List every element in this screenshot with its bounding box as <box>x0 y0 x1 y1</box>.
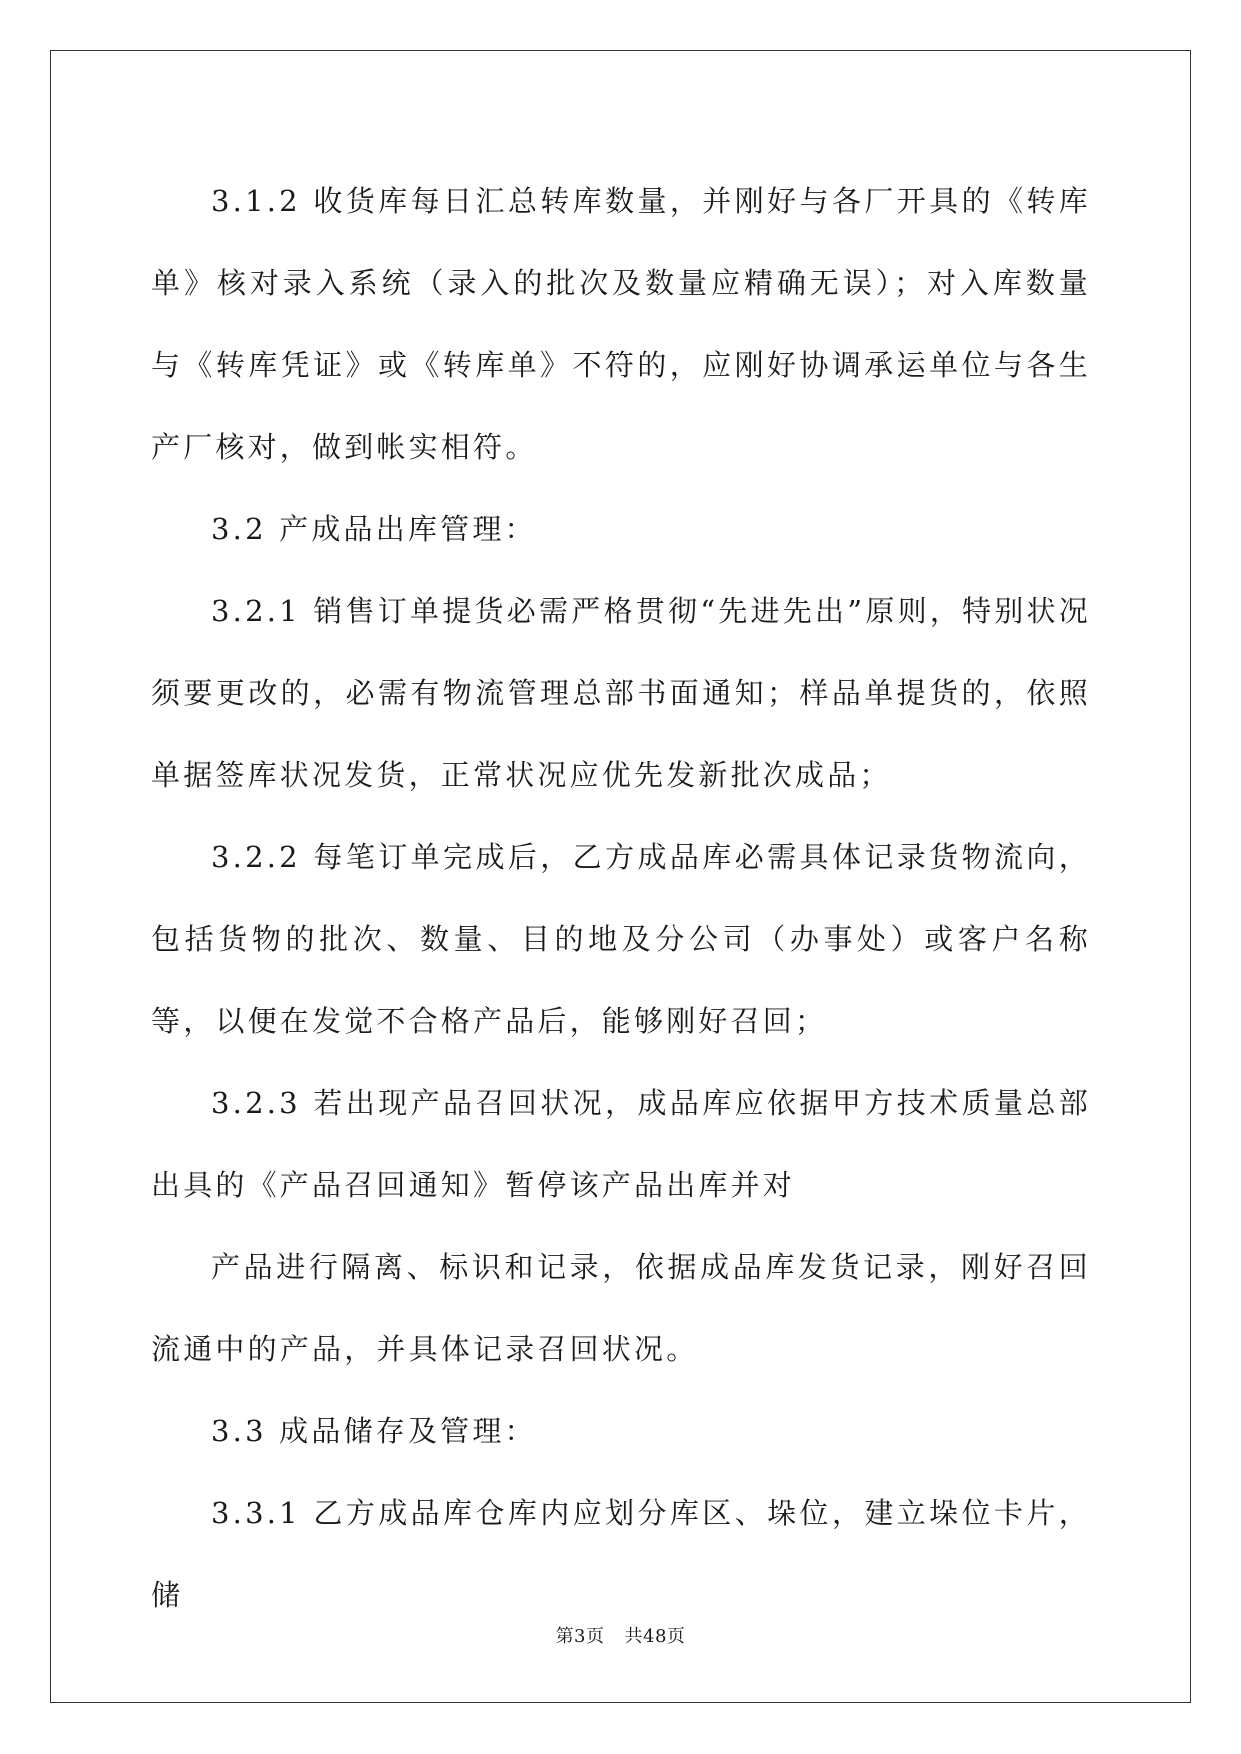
document-body <box>151 160 1091 1636</box>
paragraph-3-2-3: 3.2.3 若出现产品召回状况，成品库应依据甲方技术质量总部出具的《产品召回通知》暂停该产品出库并对 <box>151 1086 1091 1202</box>
paragraph-3-2-2: 3.2.2 每笔订单完成后，乙方成品库必需具体记录货物流向，包括货物的批次、数量、目的地及分公司（办事处）或客户名称等，以便在发觉不合格产品后，能够刚好召回； <box>151 840 1091 1038</box>
paragraph-3-3-1: 3.3.1 乙方成品库仓库内应划分库区、垛位，建立垛位卡片，储 <box>151 1496 1091 1612</box>
paragraph-3-2-3-continued: 产品进行隔离、标识和记录，依据成品库发货记录，刚好召回流通中的产品，并具体记录召回状况。 <box>151 1250 1091 1366</box>
heading-3-2: 3.2 产成品出库管理： <box>211 512 537 546</box>
page-number: 第3页 <box>555 1626 605 1647</box>
heading-3-3: 3.3 成品储存及管理： <box>211 1414 537 1448</box>
paragraph-3-1-2: 3.1.2 收货库每日汇总转库数量，并刚好与各厂开具的《转库单》核对录入系统（录入的批次及数量应精确无误）；对入库数量与《转库凭证》或《转库单》不符的，应刚好协调承运单位与各生产厂核对，做到帐实相符。 <box>151 184 1091 464</box>
page-footer <box>0 1622 1241 1648</box>
page-total: 共48页 <box>624 1626 686 1647</box>
paragraph-3-2-1: 3.2.1 销售订单提货必需严格贯彻“先进先出”原则，特别状况须要更改的，必需有物流管理总部书面通知；样品单提货的，依照单据签库状况发货，正常状况应优先发新批次成品； <box>151 594 1091 792</box>
